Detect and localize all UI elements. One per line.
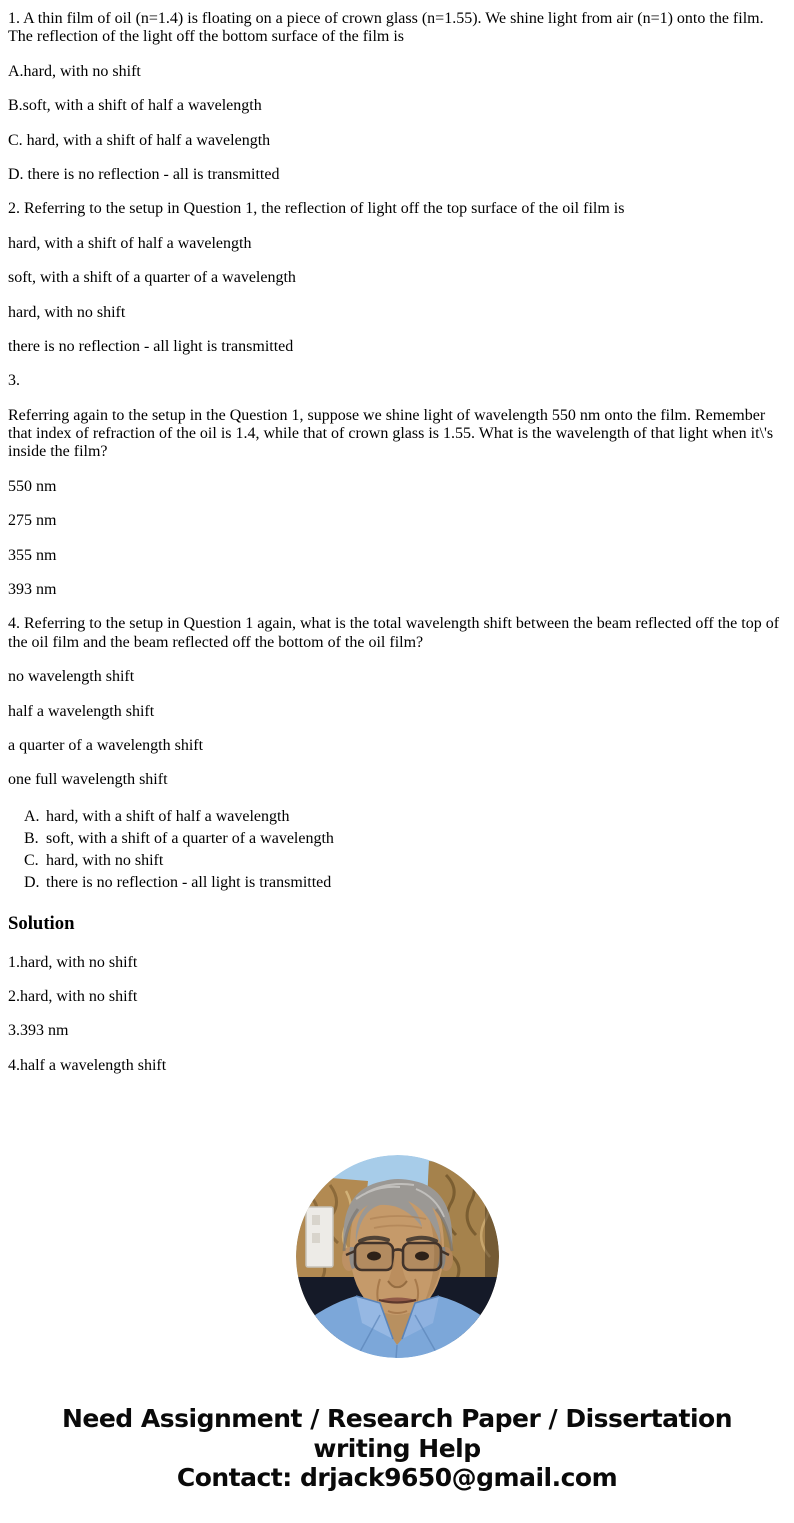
question-1-option-d: D. there is no reflection - all is transmitted: [8, 165, 280, 183]
list-item: [24, 850, 786, 872]
list-marker: C.: [24, 851, 39, 869]
footer-line-2: writing Help: [313, 1433, 481, 1463]
question-3-option-2: 275 nm: [8, 512, 57, 530]
tutor-photo-container: [8, 1155, 786, 1358]
question-3-text: Referring again to the setup in the Question 1, suppose we shine light of wavelength 550 nm onto the film. Remember that index of refraction of the oil is 1.4, while that of crown glass is 1.55. What is the wavelength of that light when it\'s inside the film?: [8, 406, 774, 461]
question-3-option-4: 393 nm: [8, 581, 57, 599]
question-4-option-4: one full wavelength shift: [8, 771, 168, 789]
question-2-text: 2. Referring to the setup in Question 1, the reflection of light off the top surface of the oil film is: [8, 200, 625, 218]
question-4-option-3: a quarter of a wavelength shift: [8, 736, 204, 754]
tutor-photo: [296, 1155, 499, 1358]
question-1-option-a: A.hard, with no shift: [8, 62, 141, 80]
question-2-option-4: there is no reflection - all light is transmitted: [8, 337, 294, 355]
tutor-photo-illustration: [296, 1155, 499, 1358]
question-4-text: 4. Referring to the setup in Question 1 again, what is the total wavelength shift between the beam reflected off the top of the oil film and the beam reflected off the bottom of the oil film?: [8, 615, 780, 651]
question-4-option-2: half a wavelength shift: [8, 702, 155, 720]
footer-banner: [8, 1404, 786, 1493]
list-marker: A.: [24, 807, 40, 825]
solution-answer-2: 2.hard, with no shift: [8, 987, 138, 1005]
list-marker: D.: [24, 874, 40, 891]
question-2-option-1: hard, with a shift of half a wavelength: [8, 234, 252, 252]
solution-answer-4: 4.half a wavelength shift: [8, 1056, 167, 1074]
question-2-option-3: hard, with no shift: [8, 303, 126, 321]
question-2-option-2: soft, with a shift of a quarter of a wavelength: [8, 269, 296, 287]
list-item-label: there is no reflection - all light is transmitted: [46, 874, 332, 891]
question-4-option-1: no wavelength shift: [8, 668, 135, 686]
list-item-label: soft, with a shift of a quarter of a wavelength: [46, 829, 334, 847]
solution-heading: Solution: [8, 913, 75, 935]
question-1-text: 1. A thin film of oil (n=1.4) is floating on a piece of crown glass (n=1.55). We shine light from air (n=1) onto the film. The reflection of the light off the bottom surface of the film is: [8, 10, 764, 46]
question-3-number: 3.: [8, 372, 20, 390]
list-marker: B.: [24, 829, 39, 847]
list-item: [24, 872, 786, 894]
list-item: [24, 828, 786, 850]
footer-contact-email: Contact: drjack9650@gmail.com: [176, 1463, 618, 1493]
question-1-option-c: C. hard, with a shift of half a wavelength: [8, 131, 271, 149]
question-document: [8, 10, 786, 1075]
list-item: [24, 806, 786, 828]
question-1-option-b: B.soft, with a shift of half a wavelength: [8, 97, 262, 115]
solution-answer-1: 1.hard, with no shift: [8, 953, 138, 971]
list-item-label: hard, with no shift: [46, 851, 164, 869]
question-3-option-1: 550 nm: [8, 477, 57, 495]
lettered-answer-list: [8, 806, 786, 894]
footer-line-1: Need Assignment / Research Paper / Dissertation: [61, 1404, 733, 1434]
solution-answer-3: 3.393 nm: [8, 1022, 69, 1040]
question-3-option-3: 355 nm: [8, 546, 57, 564]
list-item-label: hard, with a shift of half a wavelength: [46, 807, 290, 825]
